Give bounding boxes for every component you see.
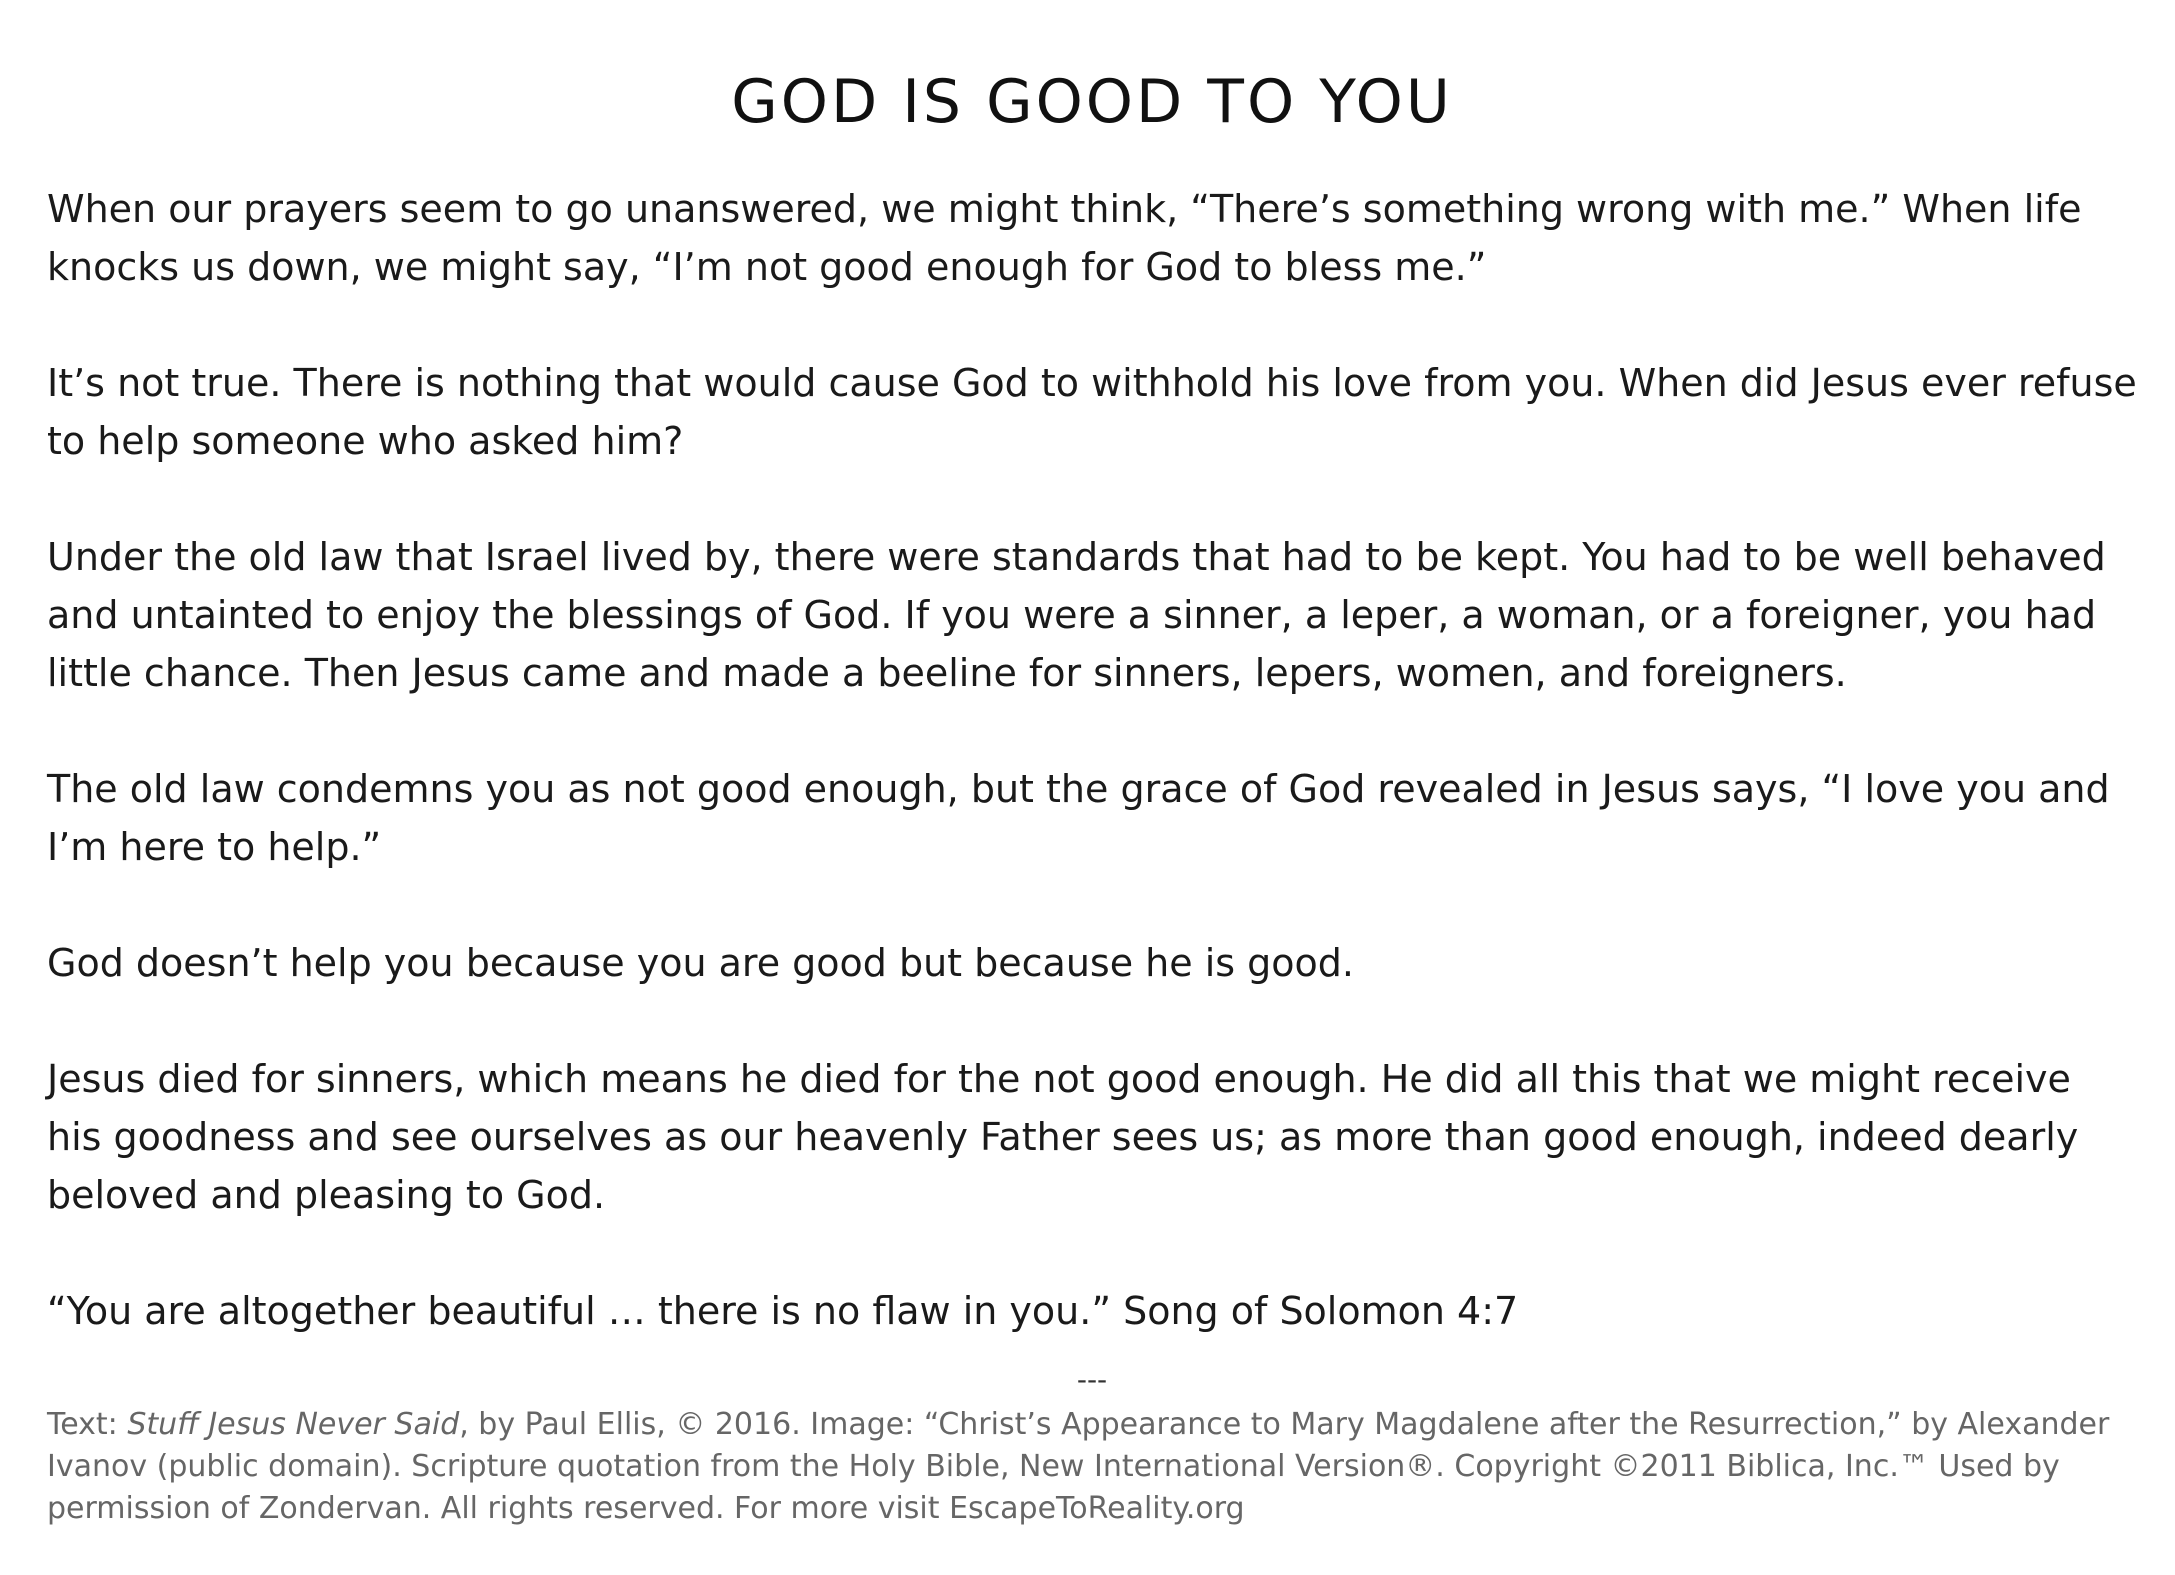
credits-prefix: Text: [47,1407,128,1442]
paragraph-6: Jesus died for sinners, which means he died for the not good enough. He did all this that we might receive his goodness and see ourselves as our heavenly Father sees us; as more than good enough, indeed dearly beloved and pleasing to God. [47,1057,2079,1217]
credits-text: , by Paul Ellis, © 2016. Image: “Christ’s Appearance to Mary Magdalene after the Resurrection,” by Alexander Ivanov (public domain). Scripture quotation from the Holy Bible, New International Version®. Copyright ©2011 Biblica, Inc.™ Used by permission of Zondervan. All rights reserved. For more visit EscapeToReality.org [47,1407,2110,1526]
page-title: GOD IS GOOD TO YOU [731,67,1453,137]
paragraph-2: It’s not true. There is nothing that would cause God to withhold his love from you. When did Jesus ever refuse to help someone who asked him? [47,361,2137,463]
separator: --- [1076,1363,1108,1396]
scripture-quote: “You are altogether beautiful … there is no flaw in you.” Song of Solomon 4:7 [47,1289,1519,1333]
credits [47,1404,2137,1530]
paragraph-3: Under the old law that Israel lived by, there were standards that had to be kept. You had to be well behaved and untainted to enjoy the blessings of God. If you were a sinner, a leper, a woman, or a foreigner, you had little chance. Then Jesus came and made a beeline for sinners, lepers, women, and foreigners. [47,535,2106,695]
paragraph-1: When our prayers seem to go unanswered, we might think, “There’s something wrong with me.” When life knocks us down, we might say, “I’m not good enough for God to bless me.” [47,187,2082,289]
paragraph-5: God doesn’t help you because you are good but because he is good. [47,941,1354,985]
devotional-page [47,62,2137,1530]
paragraph-4: The old law condemns you as not good enough, but the grace of God revealed in Jesus says, “I love you and I’m here to help.” [47,767,2110,869]
credits-book-title: Stuff Jesus Never Said [127,1407,460,1442]
